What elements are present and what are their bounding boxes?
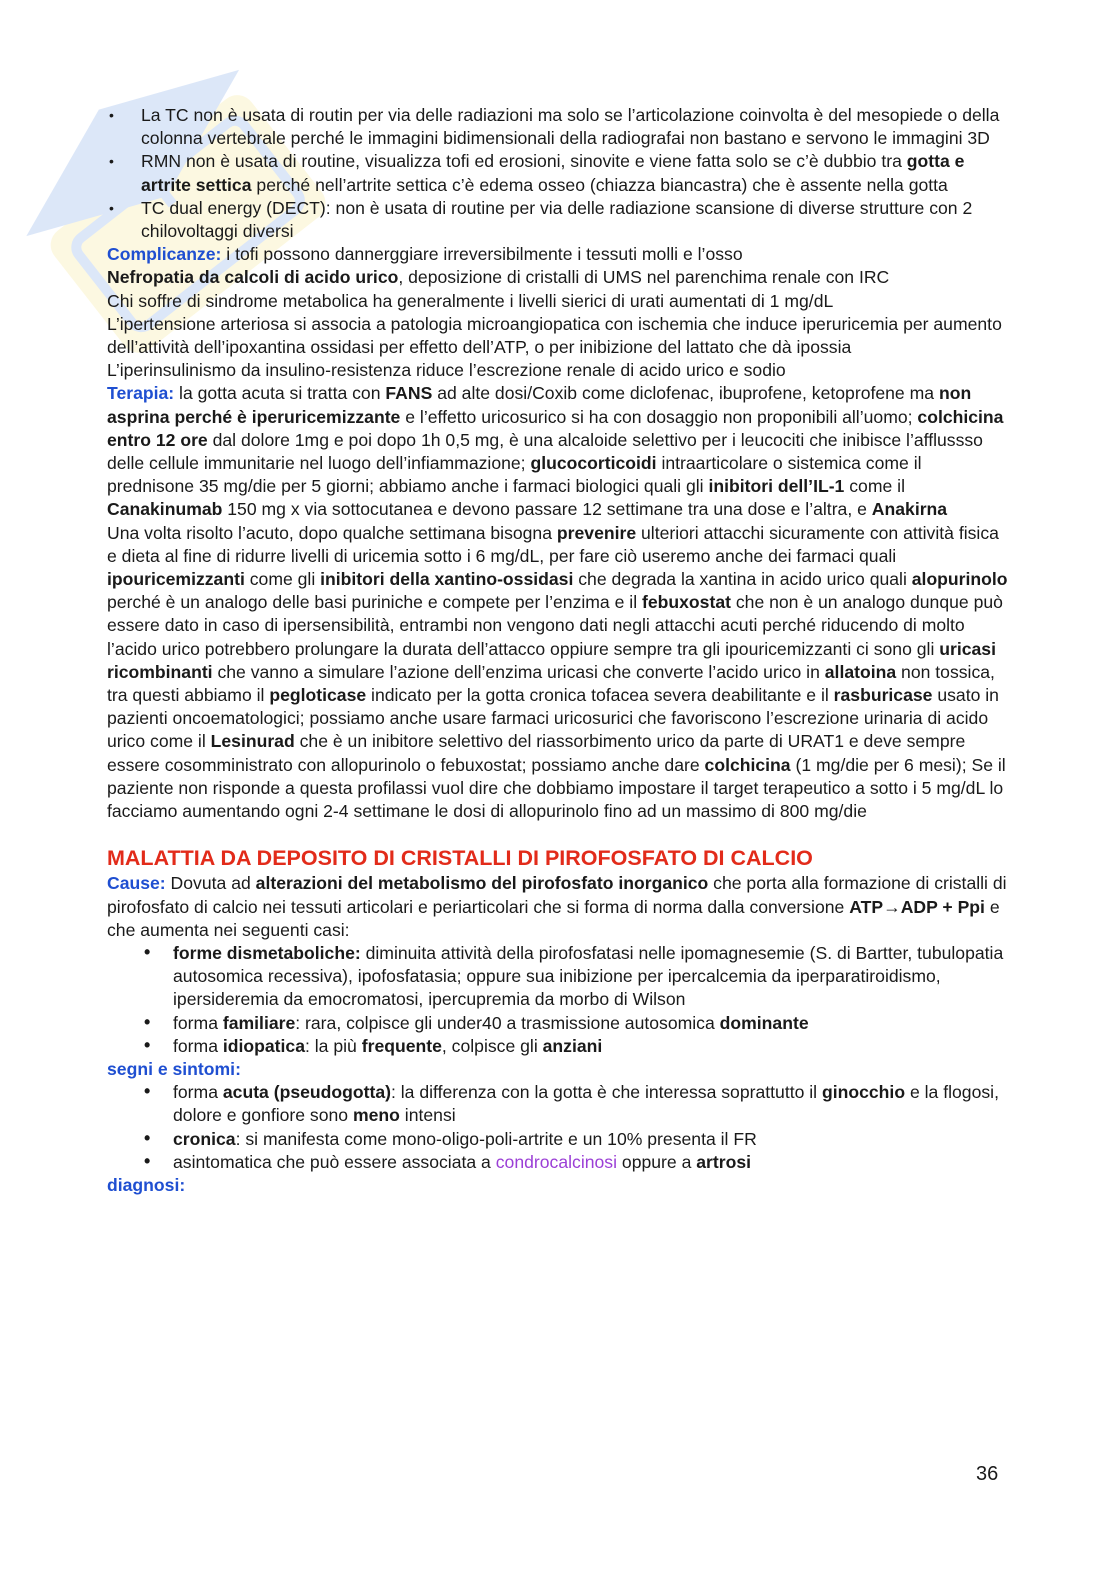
diagnosi-label: diagnosi: bbox=[107, 1174, 186, 1195]
list-item: • forma familiare: rara, colpisce gli under40 a trasmissione autosomica dominante bbox=[107, 1012, 1012, 1035]
imaging-list bbox=[107, 104, 1012, 243]
emphasis-text: anziani bbox=[542, 1035, 603, 1056]
complicanze-paragraph: Complicanze: i tofi possono dannerggiare irreversibilmente i tessuti molli e l’osso bbox=[107, 244, 743, 265]
emphasis-text: ginocchio bbox=[821, 1082, 906, 1103]
emphasis-text: FANS bbox=[385, 383, 433, 404]
emphasis-text: Canakinumab bbox=[107, 499, 223, 520]
emphasis-text: colchicina bbox=[704, 754, 791, 775]
emphasis-text: non asprina perché è iperuricemizzante bbox=[107, 383, 972, 427]
emphasis-text: uricasi ricombinanti bbox=[107, 638, 996, 682]
cause-list bbox=[107, 942, 1012, 1058]
emphasis-text: dominante bbox=[719, 1012, 809, 1033]
metabolica-paragraph: Chi soffre di sindrome metabolica ha generalmente i livelli sierici di urati aumentati di 1 mg/dL bbox=[107, 290, 834, 311]
list-item: • TC dual energy (DECT): non è usata di routine per via delle radiazione scansione di diverse strutture con 2 chilovoltaggi diversi bbox=[107, 197, 1012, 243]
emphasis-text: pegloticase bbox=[269, 685, 367, 706]
emphasis-text: Anakirna bbox=[871, 499, 948, 520]
emphasis-text: idiopatica bbox=[222, 1035, 305, 1056]
prevenzione-paragraph: Una volta risolto l’acuto, dopo qualche settimana bisogna prevenire ulteriori attacchi sicuramente con attività fisica e dieta al fine di ridurre livelli di uricemia sotto i 6 mg/dL, per fare ciò useremo anche dei farmaci quali ipouricemizzanti come gli inibitori della xantino-ossidasi che degrada la xantina in acido urico quali alopurinolo perché è un analogo delle basi puriniche e compete per l’enzima e il febuxostat che non è un analogo dunque può essere dato in caso di ipersensibilità, entrambi non vengono dati negli attacchi acuti perché riducendo di molto l’acido urico potrebbero prolungare la durata dell’attacco oppiure sempre tra gli ipouricemizzanti ci sono gli uricasi ricombinanti che vanno a simulare l’azione dell’enzima uricasi che converte l’acido urico in allatoina non tossica, tra questi abbiamo il pegloticase indicato per la gotta cronica tofacea severa deabilitante e il rasburicase usato in pazienti oncoematologici; possiamo anche usare farmaci uricosurici che favoriscono l’escrezione urinaria di acido urico come il Lesinurad che è un inibitore selettivo del riassorbimento urico da parte di URAT1 e deve sempre essere cosomministrato con allopurinolo o febuxostat; possiamo anche dare colchicina (1 mg/die per 6 mesi); Se il paziente non risponde a questa profilassi vuol dire che dobbiamo impostare il target terapeutico a sotto i 5 mg/dL lo facciamo aumentando ogni 2-4 settimane le dosi di allopurinolo fino ad un massimo di 800 mg/die bbox=[107, 522, 1008, 822]
emphasis-text: condrocalcinosi bbox=[495, 1151, 618, 1172]
terapia-label: Terapia: bbox=[107, 383, 175, 404]
emphasis-text: frequente bbox=[361, 1035, 442, 1056]
iperinsulinismo-paragraph: L’iperinsulinismo da insulino-resistenza riduce l’escrezione renale di acido urico e sodio bbox=[107, 360, 786, 381]
emphasis-text: cronica bbox=[173, 1128, 236, 1149]
emphasis-text: colchicina entro 12 ore bbox=[107, 406, 1004, 450]
list-item: • asintomatica che può essere associata a condrocalcinosi oppure a artrosi bbox=[107, 1151, 1012, 1174]
emphasis-text: allatoina bbox=[824, 661, 897, 682]
list-item: • La TC non è usata di routin per via delle radiazioni ma solo se l’articolazione coinvolta è del mesopiede o della colonna vertebrale perché le immagini bidimensionali della radiografai non bastano e servono le immagini 3D bbox=[107, 104, 1012, 150]
section-title: MALATTIA DA DEPOSITO DI CRISTALLI DI PIROFOSFATO DI CALCIO bbox=[107, 846, 813, 871]
emphasis-text: rasburicase bbox=[833, 685, 933, 706]
emphasis-text: glucocorticoidi bbox=[530, 453, 657, 474]
terapia-paragraph: Terapia: la gotta acuta si tratta con FANS ad alte dosi/Coxib come diclofenac, ibuprofene, ketoprofene ma non asprina perché è iperuricemizzante e l’effetto uricosurico si ha con dosaggio non proponibili all’uomo; colchicina entro 12 ore dal dolore 1mg e poi dopo 1h 0,5 mg, è una alcaloide selettivo per i leucociti che inibisce l’afflussso delle cellule immunitarie nel luogo dell’infiammazione; glucocorticoidi intraarticolare o sistemica come il prednisone 35 mg/die per 5 giorni; abbiamo anche i farmaci biologici quali gli inibitori dell’IL-1 come il Canakinumab 150 mg x via sottocutanea e devono passare 12 settimane tra una dose e l’altra, e Anakirna bbox=[107, 383, 1004, 520]
ipertensione-paragraph: L’ipertensione arteriosa si associa a patologia microangiopatica con ischemia che induce iperuricemia per aumento dell’attività dell’ipoxantina ossidasi per effetto dell’ATP, o per inibizione del lattato che dà ipossia bbox=[107, 313, 1002, 358]
emphasis-text: forme dismetaboliche: bbox=[173, 942, 361, 963]
emphasis-text: prevenire bbox=[556, 522, 637, 543]
nefropatia-paragraph: Nefropatia da calcoli di acido urico, deposizione di cristalli di UMS nel parenchima renale con IRC bbox=[107, 267, 890, 288]
page-number: 36 bbox=[976, 1463, 999, 1485]
list-item: • forma acuta (pseudogotta): la differenza con la gotta è che interessa soprattutto il ginocchio e la flogosi, dolore e gonfiore sono meno intensi bbox=[107, 1081, 1012, 1127]
list-item: • forma idiopatica: la più frequente, colpisce gli anziani bbox=[107, 1035, 1012, 1058]
emphasis-text: inibitori della xantino-ossidasi bbox=[320, 569, 574, 590]
segni-list bbox=[107, 1081, 1012, 1174]
segni-label: segni e sintomi: bbox=[107, 1058, 241, 1079]
emphasis-text: ATP→ADP + Ppi bbox=[849, 896, 985, 917]
emphasis-text: alterazioni del metabolismo del pirofosfato inorganico bbox=[255, 873, 709, 894]
emphasis-text: Lesinurad bbox=[210, 731, 295, 752]
emphasis-text: meno bbox=[352, 1105, 400, 1126]
emphasis-text: acuta (pseudogotta) bbox=[222, 1082, 391, 1103]
cause-paragraph: Cause: Dovuta ad alterazioni del metabolismo del pirofosfato inorganico che porta alla formazione di cristalli di pirofosfato di calcio nei tessuti articolari e periarticolari che si forma di norma dalla conversione ATP→ADP + Ppi e che aumenta nei seguenti casi: bbox=[107, 873, 1007, 940]
list-item: • forme dismetaboliche: diminuita attività della pirofosfatasi nelle ipomagnesemie (S. di Bartter, tubulopatia autosomica recessiva), ipofosfatasia; oppure sua inibizione per ipercalcemia da iperparatiroidismo, ipersideremia da emocromatosi, ipercupremia da morbo di Wilson bbox=[107, 942, 1012, 1012]
emphasis-text: inibitori dell’IL-1 bbox=[708, 476, 845, 497]
document-body bbox=[107, 104, 1012, 1197]
emphasis-text: artrosi bbox=[696, 1151, 752, 1172]
emphasis-text: familiare bbox=[222, 1012, 296, 1033]
emphasis-text: ipouricemizzanti bbox=[107, 569, 245, 590]
emphasis-text: alopurinolo bbox=[911, 569, 1008, 590]
complicanze-label: Complicanze: bbox=[107, 244, 222, 265]
list-item: • cronica: si manifesta come mono-oligo-poli-artrite e un 10% presenta il FR bbox=[107, 1128, 1012, 1151]
emphasis-text: febuxostat bbox=[642, 592, 731, 613]
list-item: • RMN non è usata di routine, visualizza tofi ed erosioni, sinovite e viene fatta solo se c’è dubbio tra gotta e artrite settica perché nell’artrite settica c’è edema osseo (chiazza biancastra) che è assente nella gotta bbox=[107, 150, 1012, 196]
cause-label: Cause: bbox=[107, 873, 166, 894]
